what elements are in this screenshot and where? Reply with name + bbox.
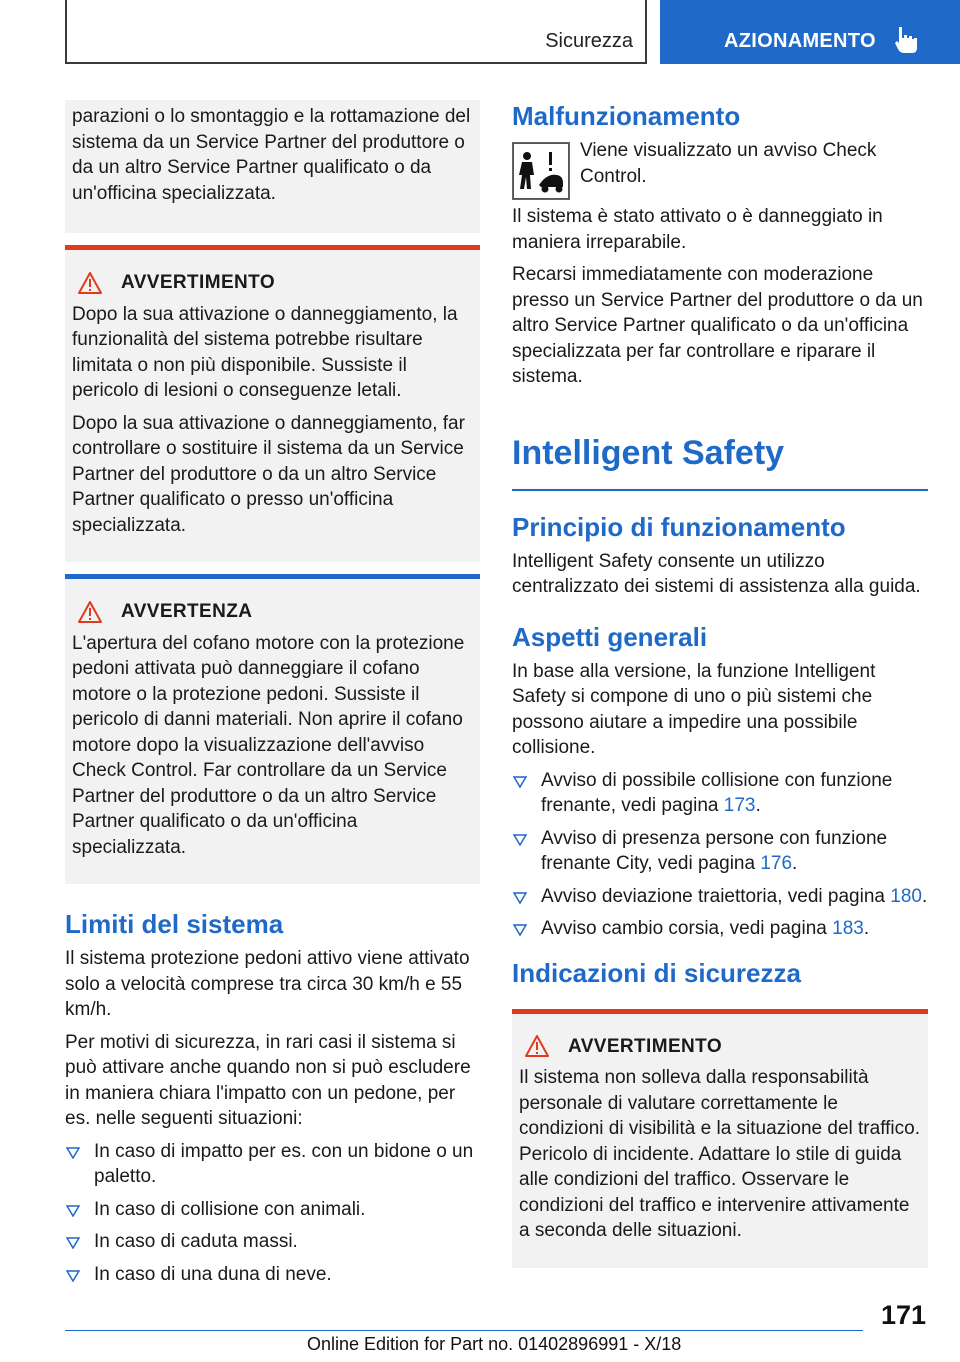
list-item: Avviso cambio corsia, vedi pagina 183.	[512, 916, 928, 942]
malfunction-text: Il sistema è stato attivato o è danneggiato in maniera irreparabile.	[512, 206, 883, 253]
triangle-bullet-icon	[66, 1237, 80, 1249]
warning-title: AVVERTIMENTO	[568, 1035, 722, 1057]
list-item: Avviso di possibile collisione con funzione frenante, vedi pagina 173.	[512, 768, 928, 819]
warning-triangle-icon	[524, 1034, 550, 1058]
systems-list	[512, 768, 928, 942]
pedestrian-protection-warning-icon	[512, 142, 570, 200]
notice-text: L'apertura del cofano motore con la protezione pedoni attivata può danneggiare il cofano motore o la protezione pedoni. Sussiste il pericolo di danni materiali. Non aprire il cofano motore dopo la visualizzazione dell'avviso Check Control. Far controllare da un Service Partner del produttore o da un altro Service Partner qualificato o da un'officina specializzata.	[72, 632, 465, 858]
triangle-bullet-icon	[66, 1147, 80, 1159]
list-item: In caso di impatto per es. con un bidone o un paletto.	[65, 1139, 480, 1190]
page-link[interactable]: 183	[832, 918, 864, 939]
triangle-bullet-icon	[513, 892, 527, 904]
section-title: Sicurezza	[545, 30, 633, 52]
chapter-title: AZIONAMENTO	[724, 30, 876, 52]
triangle-bullet-icon	[66, 1270, 80, 1282]
principle-text: Intelligent Safety consente un utilizzo centralizzato dei sistemi di assistenza alla guida.	[512, 550, 921, 597]
intro-text: parazioni o lo smontaggio e la rottamazione del sistema da un Service Partner del produttore o da un altro Service Partner qualificato o da un'officina specializzata.	[72, 106, 471, 204]
triangle-bullet-icon	[513, 924, 527, 936]
warning-text: Dopo la sua attivazione o danneggiamento, la funzionalità del sistema potrebbe risultare limitata o non più disponibile. Sussiste il pericolo di lesioni o conseguenze letali.	[72, 303, 458, 401]
limits-paragraph: Per motivi di sicurezza, in rari casi il sistema si può attivare anche quando non si può escludere in maniera chiara l'impatto con un pedone, per es. nelle seguenti situazioni:	[65, 1031, 471, 1129]
warning-box-2	[512, 1009, 928, 1268]
warning-text: Il sistema non solleva dalla responsabilità personale di valutare correttamente le condizioni di visibilità e la situazione del traffico. Pericolo di incidente. Adattare lo stile di guida alle condizioni del traffico. Osservare le condizioni del traffico e intervenire attivamente a seconda delle situazioni.	[519, 1067, 920, 1241]
malfunction-text: Viene visualizzato un avviso Check Control.	[580, 140, 877, 187]
page-number: 171	[880, 1300, 926, 1330]
limits-paragraph: Il sistema protezione pedoni attivo viene attivato solo a velocità comprese tra circa 30 km/h e 55 km/h.	[65, 948, 470, 1020]
triangle-bullet-icon	[513, 834, 527, 846]
header-section-box	[65, 0, 647, 64]
footer-edition: Online Edition for Part no. 01402896991 - X/18	[307, 1334, 682, 1354]
notice-title: AVVERTENZA	[121, 601, 253, 622]
warning-text: Dopo la sua attivazione o danneggiamento, far controllare o sostituire il sistema da un Service Partner del produttore o da un altro Service Partner qualificato o presso un'officina specializzata.	[72, 412, 465, 536]
header-chapter-tab	[660, 0, 960, 64]
notice-box	[65, 574, 480, 884]
list-item: Avviso deviazione traiettoria, vedi pagina 180.	[512, 884, 928, 910]
list-item: Avviso di presenza persone con funzione frenante City, vedi pagina 176.	[512, 826, 928, 877]
principle-heading: Principio di funzionamento	[512, 511, 846, 542]
limits-list	[65, 1139, 480, 1288]
triangle-bullet-icon	[513, 776, 527, 788]
left-column	[65, 100, 480, 1294]
list-item: In caso di caduta massi.	[65, 1229, 480, 1255]
page-link[interactable]: 173	[723, 795, 756, 816]
warning-triangle-icon	[77, 600, 103, 624]
right-column	[512, 100, 928, 1268]
general-text: In base alla versione, la funzione Intelligent Safety si compone di uno o più sistemi che possono aiutare a impedire una possibile collisione.	[512, 660, 876, 758]
page-link[interactable]: 180	[890, 885, 922, 907]
list-item: In caso di collisione con animali.	[65, 1197, 480, 1223]
list-item: In caso di una duna di neve.	[65, 1262, 480, 1288]
footer-divider	[65, 1330, 863, 1331]
intro-box	[65, 100, 480, 233]
warning-box-1	[65, 245, 480, 562]
limits-heading: Limiti del sistema	[65, 909, 284, 939]
general-heading: Aspetti generali	[512, 621, 708, 652]
malfunction-heading: Malfunzionamento	[512, 101, 741, 131]
warning-title: AVVERTIMENTO	[121, 272, 275, 293]
warning-triangle-icon	[77, 271, 103, 295]
safety-heading: Indicazioni di sicurezza	[512, 957, 801, 988]
malfunction-text: Recarsi immediatamente con moderazione presso un Service Partner del produttore o da un altro Service Partner qualificato o da un'officina specializzata per far controllare e riparare il sistema.	[512, 264, 923, 387]
chapter-heading: Intelligent Safety	[512, 431, 928, 491]
page-link[interactable]: 176	[760, 853, 793, 874]
triangle-bullet-icon	[66, 1205, 80, 1217]
hand-pointer-icon	[894, 26, 920, 54]
